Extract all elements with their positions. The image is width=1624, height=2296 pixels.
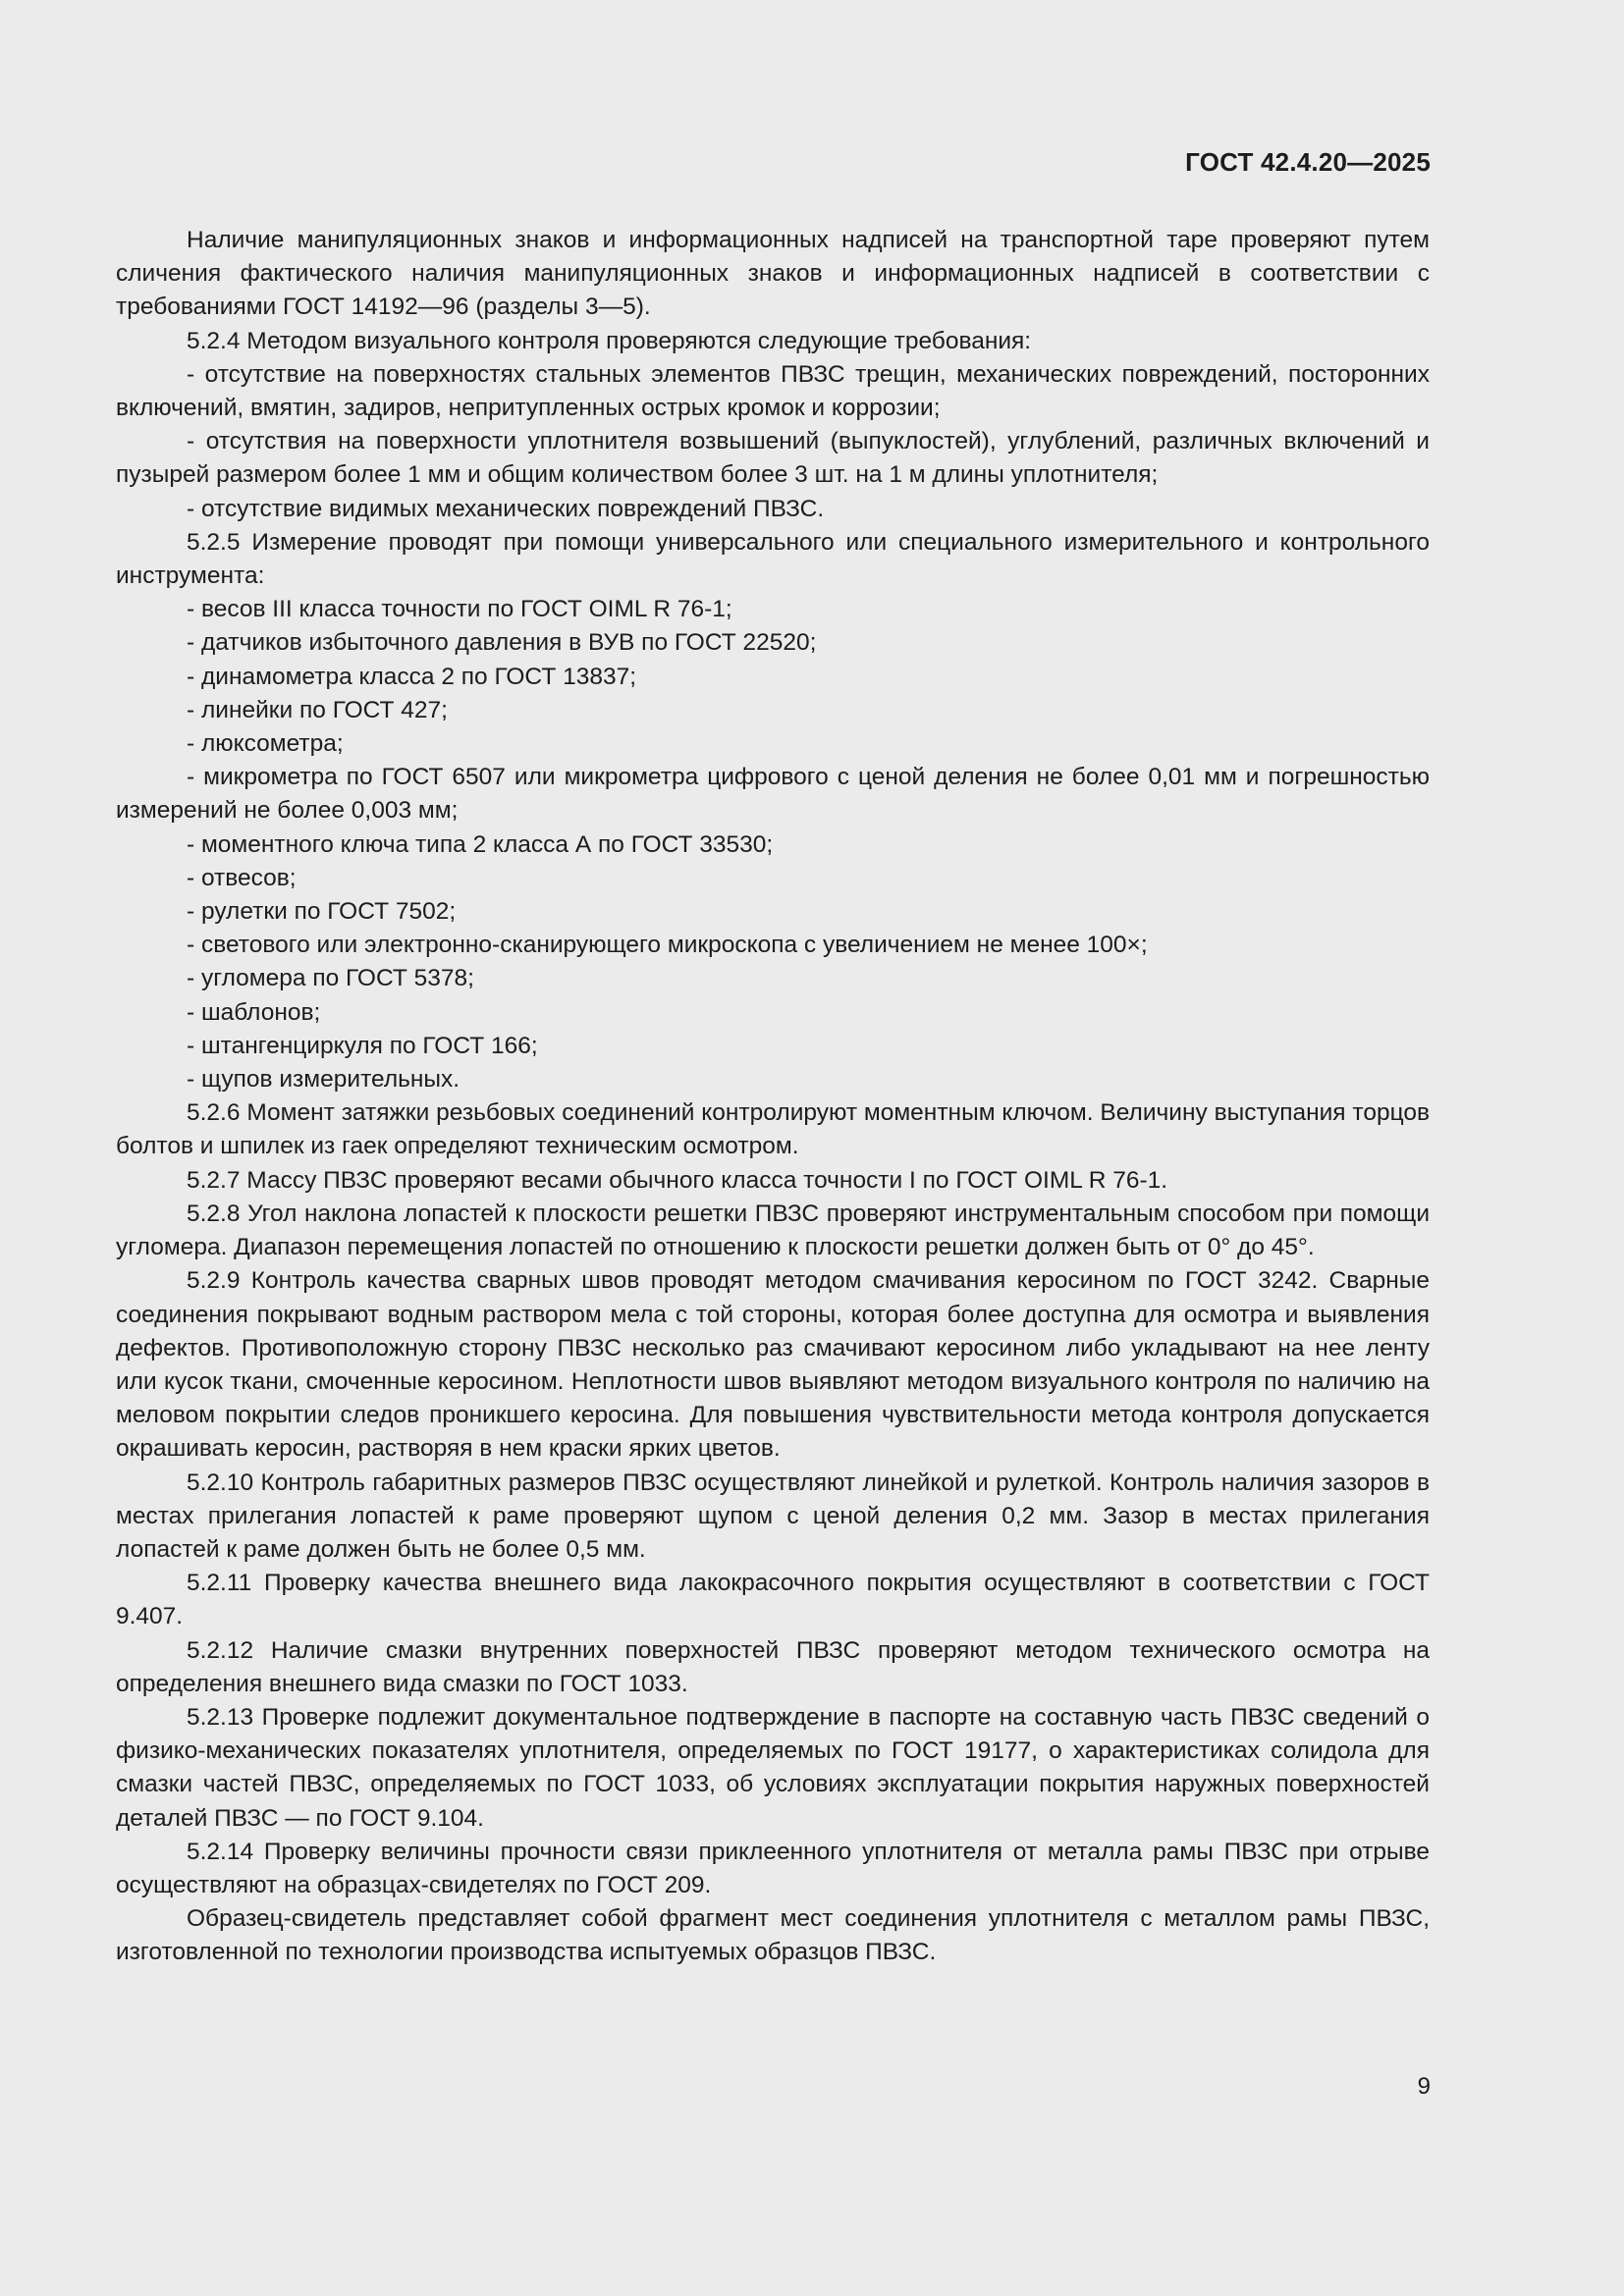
list-item: - моментного ключа типа 2 класса А по ГОСТ 33530; xyxy=(187,830,774,858)
paragraph: 5.2.9 Контроль качества сварных швов проводят методом смачивания керосином по ГОСТ 3242. Сварные соединения покрывают водным раствором мела с той стороны, которая более доступна для осмотра и выявления дефектов. Противоположную сторону ПВЗС несколько раз смачивают керосином либо укладывают на нее ленту или кусок ткани, смоченные керосином. Неплотности швов выявляют методом визуального контроля по наличию на меловом покрытии следов проникшего керосина. Для повышения чувствительности метода контроля допускается окрашивать керосин, растворяя в нем краски ярких цветов. xyxy=(116,1267,1430,1463)
paragraph: 5.2.5 Измерение проводят при помощи универсального или специального измерительного и контрольного инструмента: xyxy=(116,528,1430,590)
list-item: - угломера по ГОСТ 5378; xyxy=(187,965,474,992)
list-item: - светового или электронно-сканирующего микроскопа с увеличением не менее 100×; xyxy=(187,932,1148,959)
list-item: - отсутствие на поверхностях стальных элементов ПВЗС трещин, механических повреждений, посторонних включений, вмятин, задиров, непритупленных острых кромок и коррозии; xyxy=(116,360,1430,422)
paragraph: 5.2.14 Проверку величины прочности связи приклеенного уплотнителя от металла рамы ПВЗС при отрыве осуществляют на образцах-свидетелях по ГОСТ 209. xyxy=(116,1838,1430,1898)
paragraph: 5.2.4 Методом визуального контроля проверяются следующие требования: xyxy=(187,327,1032,354)
list-item: - микрометра по ГОСТ 6507 или микрометра цифрового с ценой деления не более 0,01 мм и погрешностью измерений не более 0,003 мм; xyxy=(116,764,1430,825)
paragraph: 5.2.6 Момент затяжки резьбовых соединений контролируют моментным ключом. Величину выступания торцов болтов и шпилек из гаек определяют техническим осмотром. xyxy=(116,1099,1430,1160)
paragraph: 5.2.8 Угол наклона лопастей к плоскости решетки ПВЗС проверяют инструментальным способом при помощи угломера. Диапазон перемещения лопастей по отношению к плоскости решетки должен быть от 0° до 45°. xyxy=(116,1200,1430,1261)
list-item: - отсутствия на поверхности уплотнителя возвышений (выпуклостей), углублений, различных включений и пузырей размером более 1 мм и общим количеством более 3 шт. на 1 м длины уплотнителя; xyxy=(116,428,1430,489)
list-item: - датчиков избыточного давления в ВУВ по ГОСТ 22520; xyxy=(187,629,817,657)
list-item: - отвесов; xyxy=(187,864,297,891)
list-item: - весов III класса точности по ГОСТ OIML R 76-1; xyxy=(187,596,732,623)
paragraph: 5.2.7 Массу ПВЗС проверяют весами обычного класса точности I по ГОСТ OIML R 76-1. xyxy=(187,1166,1168,1194)
paragraph: 5.2.13 Проверке подлежит документальное подтверждение в паспорте на составную часть ПВЗС сведений о физико-механических показателях уплотнителя, определяемых по ГОСТ 19177, о характеристиках солидола для смазки частей ПВЗС, определяемых по ГОСТ 1033, об условиях эксплуатации покрытия наружных поверхностей деталей ПВЗС — по ГОСТ 9.104. xyxy=(116,1703,1430,1832)
paragraph: Наличие манипуляционных знаков и информационных надписей на транспортной таре проверяют путем сличения фактического наличия манипуляционных знаков и информационных надписей в соответствии с требованиями ГОСТ 14192—96 (разделы 3—5). xyxy=(116,227,1430,321)
paragraph: 5.2.10 Контроль габаритных размеров ПВЗС осуществляют линейкой и рулеткой. Контроль наличия зазоров в местах прилегания лопастей к раме проверяют щупом с ценой деления 0,2 мм. Зазор в местах прилегания лопастей к раме должен быть не более 0,5 мм. xyxy=(116,1468,1430,1563)
paragraph: Образец-свидетель представляет собой фрагмент мест соединения уплотнителя с металлом рамы ПВЗС, изготовленной по технологии производства испытуемых образцов ПВЗС. xyxy=(116,1905,1430,1966)
list-item: - щупов измерительных. xyxy=(187,1066,460,1094)
document-body xyxy=(116,224,1430,1970)
list-item: - динамометра класса 2 по ГОСТ 13837; xyxy=(187,663,637,690)
document-code-header: ГОСТ 42.4.20—2025 xyxy=(1185,147,1431,177)
paragraph: 5.2.12 Наличие смазки внутренних поверхностей ПВЗС проверяют методом технического осмотра на определения внешнего вида смазки по ГОСТ 1033. xyxy=(116,1636,1430,1697)
list-item: - шаблонов; xyxy=(187,998,321,1026)
list-item: - люксометра; xyxy=(187,730,344,758)
paragraph: 5.2.11 Проверку качества внешнего вида лакокрасочного покрытия осуществляют в соответствии с ГОСТ 9.407. xyxy=(116,1570,1430,1630)
list-item: - отсутствие видимых механических повреждений ПВЗС. xyxy=(187,495,825,522)
page-number: 9 xyxy=(1417,2073,1431,2100)
list-item: - линейки по ГОСТ 427; xyxy=(187,696,448,723)
list-item: - штангенциркуля по ГОСТ 166; xyxy=(187,1032,538,1059)
list-item: - рулетки по ГОСТ 7502; xyxy=(187,898,457,926)
